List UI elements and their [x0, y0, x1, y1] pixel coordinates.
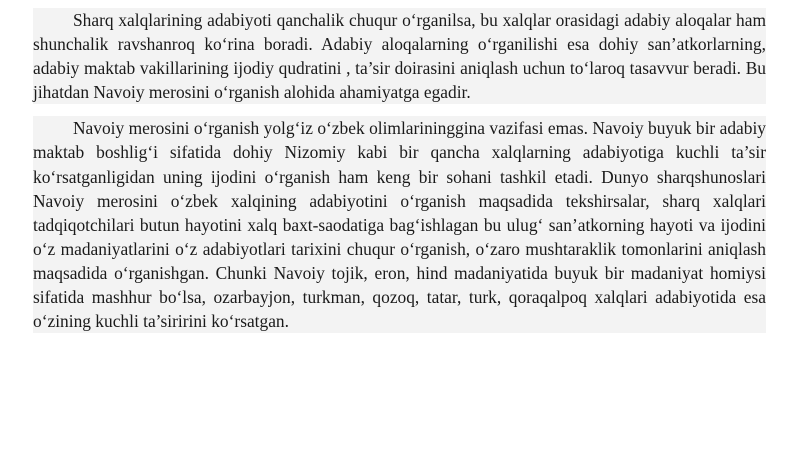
document-page — [33, 8, 766, 333]
paragraph-1: Sharq xalqlarining adabiyoti qanchalik chuqur o‘rganilsa, bu xalqlar orasidagi adabiy aloqalar ham shunchalik ravshanroq ko‘rina boradi. Adabiy aloqalarning o‘rganilishi esa dohiy san’atkorlarning, adabiy maktab vakillarining ijodiy qudratini , ta’sir doirasini aniqlash uchun to‘laroq tasavvur beradi. Bu jihatdan Navoiy merosini o‘rganish alohida ahamiyatga egadir. — [33, 8, 766, 104]
paragraph-2: Navoiy merosini o‘rganish yolg‘iz o‘zbek olimlarininggina vazifasi emas. Navoiy buyuk bir adabiy maktab boshlig‘i sifatida dohiy Nizomiy kabi bir qancha xalqlarning adabiyotiga kuchli ta’sir ko‘rsatganligidan uning ijodini o‘rganish ham keng bir sohani tashkil etadi. Dunyo sharqshunoslari Navoiy merosini o‘zbek xalqining adabiyotini o‘rganish maqsadida tekshirsalar, sharq xalqlari tadqiqotchilari butun hayotini xalq baxt-saodatiga bag‘ishlagan bu ulug‘ san’atkorning hayoti va ijodini o‘z madaniyatlarini o‘z adabiyotlari tarixini chuqur o‘rganish, o‘zaro mushtaraklik tomonlarini aniqlash maqsadida o‘rganishgan. Chunki Navoiy tojik, eron, hind madaniyatida buyuk bir madaniyat homiysi sifatida mashhur bo‘lsa, ozarbayjon, turkman, qozoq, tatar, turk, qoraqalpoq xalqlari adabiyotida esa o‘zining kuchli ta’siririni ko‘rsatgan. — [33, 116, 766, 333]
